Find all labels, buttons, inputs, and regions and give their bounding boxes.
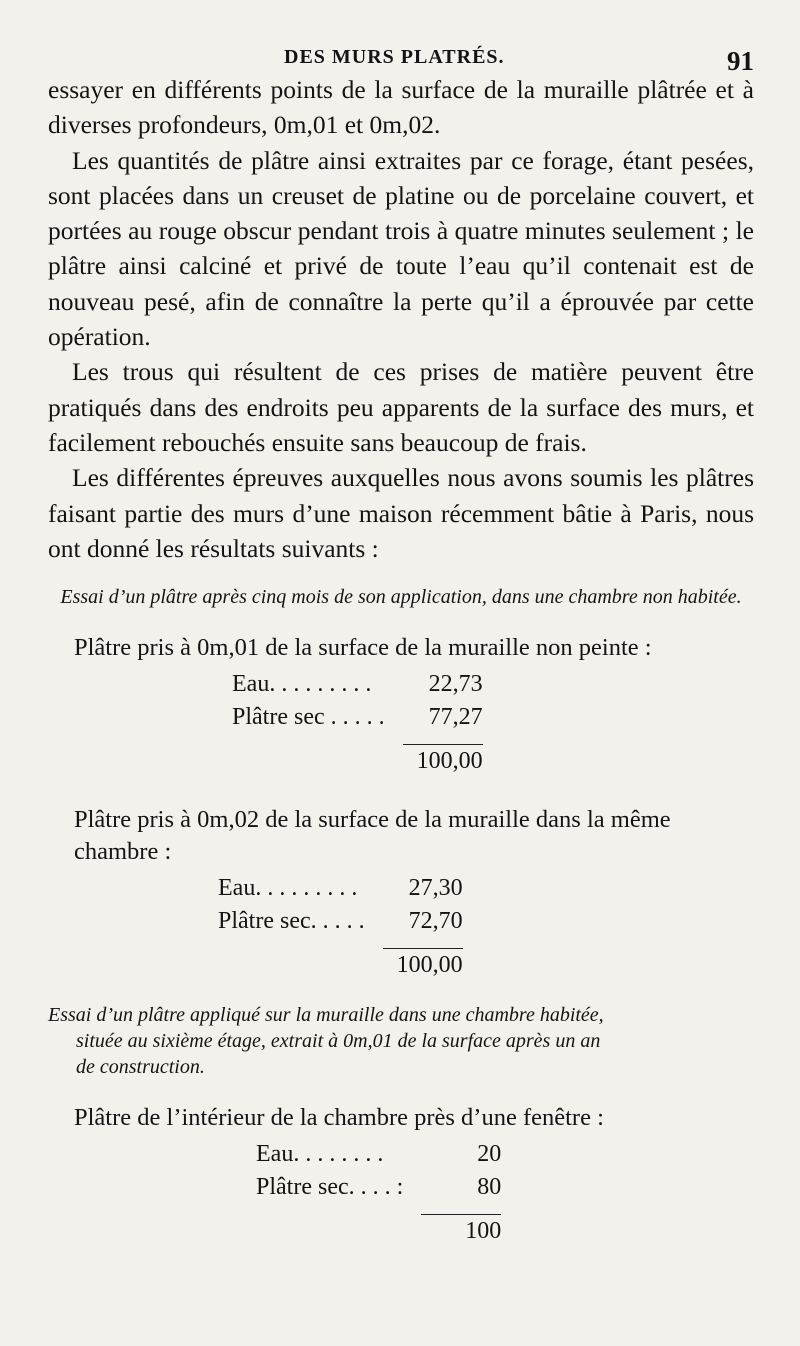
running-title: DES MURS PLATRÉS.	[284, 46, 505, 68]
essai2-sample-table	[256, 1138, 501, 1248]
table-row	[232, 701, 483, 734]
row-value: 77,27	[428, 704, 483, 731]
essai1-sample-a-table	[232, 668, 483, 778]
row-label: Eau. . . . . . . .	[256, 1141, 384, 1168]
page-number: 91	[727, 46, 754, 76]
essai2-caption-line: située au sixième étage, extrait à 0m,01 de la surface après un an	[76, 1030, 601, 1053]
row-value: 72,70	[408, 908, 463, 935]
essai1-sample-a-label: Plâtre pris à 0m,01 de la surface de la muraille non peinte :	[74, 634, 652, 662]
row-label: Eau. . . . . . . . .	[218, 875, 358, 902]
essai1-sample-b-table	[218, 872, 463, 982]
total-value: 100,00	[403, 745, 483, 779]
row-value: 80	[477, 1174, 502, 1201]
row-value: 22,73	[428, 671, 483, 698]
total-value: 100	[421, 1215, 501, 1249]
table-row	[256, 1138, 501, 1171]
paragraph-1: essayer en différents points de la surface de la muraille plâtrée et à diverses profondeurs, 0m,01 et 0m,02.	[48, 75, 754, 140]
paragraph-4: Les différentes épreuves auxquelles nous avons soumis les plâtres faisant partie des murs d’une maison récemment bâtie à Paris, nous ont donné les résultats suivants :	[48, 463, 754, 563]
table-total-row	[232, 745, 483, 779]
book-page	[48, 38, 754, 1248]
row-label: Eau. . . . . . . . .	[232, 671, 372, 698]
table-row	[218, 872, 463, 905]
table-row	[256, 1171, 501, 1204]
essai2-caption-line: Essai d’un plâtre appliqué sur la muraille dans une chambre habitée,	[48, 1004, 604, 1027]
table-total-row	[218, 949, 463, 983]
essai2-caption	[48, 1002, 754, 1080]
essai2-caption-line: de construction.	[76, 1056, 205, 1079]
paragraph-3: Les trous qui résultent de ces prises de matière peuvent être pratiqués dans des endroits peu apparents de la surface des murs, et facilement rebouchés ensuite sans beaucoup de frais.	[48, 357, 754, 457]
row-label: Plâtre sec. . . . .	[218, 908, 365, 935]
paragraph-2: Les quantités de plâtre ainsi extraites par ce forage, étant pesées, sont placées dans un creuset de platine ou de porcelaine couvert, et portées au rouge obscur pendant trois à quatre minutes seulement ; le plâtre ainsi calciné et privé de toute l’eau qu’il contenait est de nouveau pesé, afin de connaître la perte qu’il a éprouvée par cette opération.	[48, 145, 754, 352]
essai1-caption: Essai d’un plâtre après cinq mois de son application, dans une chambre non habitée.	[60, 586, 742, 609]
essai2-sample-label: Plâtre de l’intérieur de la chambre près d’une fenêtre :	[74, 1104, 604, 1132]
row-value: 27,30	[408, 875, 463, 902]
total-value: 100,00	[383, 949, 463, 983]
table-row	[218, 905, 463, 938]
essai1-sample-b-label: Plâtre pris à 0m,02 de la surface de la muraille dans la même chambre :	[74, 806, 671, 866]
row-value: 20	[477, 1141, 502, 1168]
row-label: Plâtre sec . . . . .	[232, 704, 385, 731]
table-total-row	[256, 1215, 501, 1249]
row-label: Plâtre sec. . . . :	[256, 1174, 404, 1201]
page-header	[48, 38, 754, 76]
table-row	[232, 668, 483, 701]
